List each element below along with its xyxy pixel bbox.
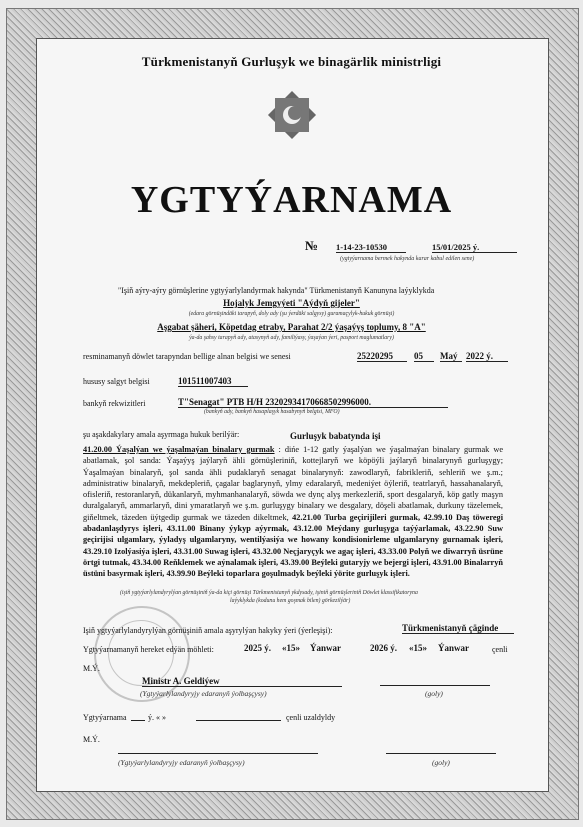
ministry-name: Türkmenistanyň Gurluşyk we binagärlik ministrligi bbox=[141, 54, 442, 69]
tax-label: hususy salgyt belgisi bbox=[83, 377, 150, 386]
bank-caption: (bankyň ady, bankyň hasaplaşyk hasabynyň belgisi, MFO) bbox=[204, 409, 340, 415]
registration-month: Maý bbox=[440, 351, 462, 362]
state-emblem-icon bbox=[263, 86, 321, 144]
number-caption: (ygtyýarnama bermek hakynda karar kabul edilen sene) bbox=[340, 256, 475, 262]
law-line: "Işiň aýry-aýry görnüşlerine ygtyýarlylandyrmak hakynda" Türkmenistanyň Kanunyna laýyklykda bbox=[118, 286, 435, 295]
signature-line-2 bbox=[386, 752, 496, 754]
address-caption: ýa-da şahsy tarapyň ady, atasynyň ady, familiýasy, ýaşaýan ýeri, pasport maglumatlary) bbox=[189, 335, 394, 341]
activity-caption-2: laýyklykda (kodunu hem goşmak bilen) görkezilýär) bbox=[230, 598, 351, 604]
activity-text-primary: : dińe 1-12 gatly ýaşalýan we ýaşalmaýan binalary gurmak we abatlamak, şol sanda: Ýaşaýyş jaýlaryň ähli görnüşleriniň, kottejlaryň we köpöýli jaýlaryň binalarynyň gurluşygy; Ýaşalmaýan binalaryň, şol sanda ähli pudaklaryň senagat binalarynyň: zawodlaryň, fabrikleriň, sehleriň we ş.m.; administratiw binalaryň, mekdepleriň, çagalar baglarynyň, ylmy edaralaryň, medeniýet öýleriň, teatrlaryň, hassahanalaryň, ofisleriň, restoranlaryň, dükanlaryň, myhmanhanalaryň, söwda we dynç alyş merkezleriň, sport desgalaryň, köp gatly maşyn duralgalaryň, ammarlaryň, dini ymaratlaryň we ş.m. gurluşygy binalary we desgalary, döşeli abatlamak, durkuny täzelemek, giňeltmek, täzeden üýtgedip gurmak we täzeden dikeltmek, bbox=[83, 445, 504, 522]
valid-from-day: «15» bbox=[282, 643, 300, 653]
extension-until: çenli uzaldyldy bbox=[286, 713, 336, 722]
place-value: Türkmenistanyň çäginde bbox=[402, 623, 514, 634]
bank-details: T"Senagat" PTB H/H 23202934170668502996000. bbox=[178, 397, 448, 408]
activity-intro: şu aşakdakylary amala aşyrmaga hukuk berilýär: bbox=[83, 430, 240, 439]
extension-mid: ý. « » bbox=[148, 713, 166, 722]
holder-address: Aşgabat şäheri, Köpetdag etraby, Parahat 2/2 ýaşaýyş toplumy, 8 "A" bbox=[157, 322, 426, 332]
validity-label: Ygtyýarnamanyň hereket edýän möhleti: bbox=[83, 645, 214, 654]
extension-month-field[interactable] bbox=[196, 719, 281, 721]
stamp-place-1: M.Ý. bbox=[83, 664, 100, 673]
signer-caption: (Ygtyýarlylandyryjy edaranyň ýolbaşçysy) bbox=[140, 689, 267, 698]
certificate-date: 15/01/2025 ý. bbox=[432, 242, 517, 253]
extension-label: Ygtyýarnama bbox=[83, 713, 127, 722]
place-label: Işiň ygtyýarlylandyrylýan görnüşiniň amala aşyrylýan hakyky ýeri (ýerleşişi): bbox=[83, 626, 333, 635]
stamp-place-2: M.Ý. bbox=[83, 735, 100, 744]
signature-caption-2: (goly) bbox=[432, 758, 450, 767]
bank-label: bankyň rekwizitleri bbox=[83, 399, 146, 408]
activity-caption-1: (işiň ygtyýarlylandyrylýan görnüşiniň ýa-da kiçi görnüşi Türkmenistanyň ykdysady, işiniň görnüşleriniň Döwlet klassifikatoryna bbox=[120, 590, 418, 596]
holder-caption: (edara görnüşindäki tarapyň, doly ady (şu ýerdäki salgysy) guramaçylyk-hukuk görnüşi) bbox=[188, 311, 395, 317]
number-sign: № bbox=[305, 238, 319, 253]
registration-label: resminamanyň döwlet tarapyndan bellige alnan belgisi we senesi bbox=[83, 352, 291, 361]
activity-description bbox=[83, 444, 503, 580]
extension-year-field[interactable] bbox=[131, 719, 145, 721]
activity-code-primary: 41.20.00 Ýaşalýan we ýaşalmaýan binalary gurmak bbox=[83, 445, 275, 454]
validity-until: çenli bbox=[492, 645, 508, 654]
valid-from-year: 2025 ý. bbox=[244, 643, 271, 653]
registration-number: 25220295 bbox=[357, 351, 407, 362]
signer-caption-2: (Ygtyýarlylandyryjy edaranyň ýolbaşçysy) bbox=[118, 758, 245, 767]
valid-from-month: Ýanwar bbox=[310, 643, 341, 653]
valid-to-month: Ýanwar bbox=[438, 643, 469, 653]
certificate-number: 1-14-23-10530 bbox=[336, 242, 406, 253]
valid-to-year: 2026 ý. bbox=[370, 643, 397, 653]
holder-name: Hojalyk Jemgyýeti "Aýdyň gijeler" bbox=[223, 298, 360, 308]
registration-day: 05 bbox=[414, 351, 434, 362]
signature-caption: (goly) bbox=[425, 689, 443, 698]
document-title: YGTYÝARNAMA bbox=[130, 179, 453, 221]
signature-line bbox=[380, 684, 490, 686]
tax-number: 101511007403 bbox=[178, 376, 248, 387]
signer-name: Ministr A. Geldiýew bbox=[142, 676, 342, 687]
activity-name: Gurluşyk babatynda işi bbox=[290, 431, 381, 441]
valid-to-day: «15» bbox=[409, 643, 427, 653]
signer-line-2 bbox=[118, 752, 318, 754]
activity-codes-list: 42.21.00 Turba geçirijileri gurmak, 42.99.10 Daş töweregi abadanlaşdyrys işleri, 43.11.00 Binany ýykyp aýyrmak, 43.12.00 Meýdany gurluşyga taýýarlamak, 43.22.90 Suw geçirijisi ulgamlary, ýyladyş ulgamlaryny, wentilýasiýa we howany kondisionirleme ulgamlaryny gurnamak işleri, 43.29.10 Izolýasiýa işleri, 43.31.00 Suwag işleri, 43.32.00 Neçjaryçyk we agaç işleri, 43.33.00 Polyň we diwarryň üsrüne örtgi tutmak, 43.34.00 Reňklemek we aýnalamak işleri, 43.39.00 Beýleki gutaryjy we bejergi işleri, 43.91.00 Binalarryň üstüni basyrmak işleri, 43.99.90 Beýleki toparlara goşulmadyk beýleki ýörite gurluşyk işleri. bbox=[83, 512, 504, 579]
registration-year: 2022 ý. bbox=[466, 351, 508, 362]
